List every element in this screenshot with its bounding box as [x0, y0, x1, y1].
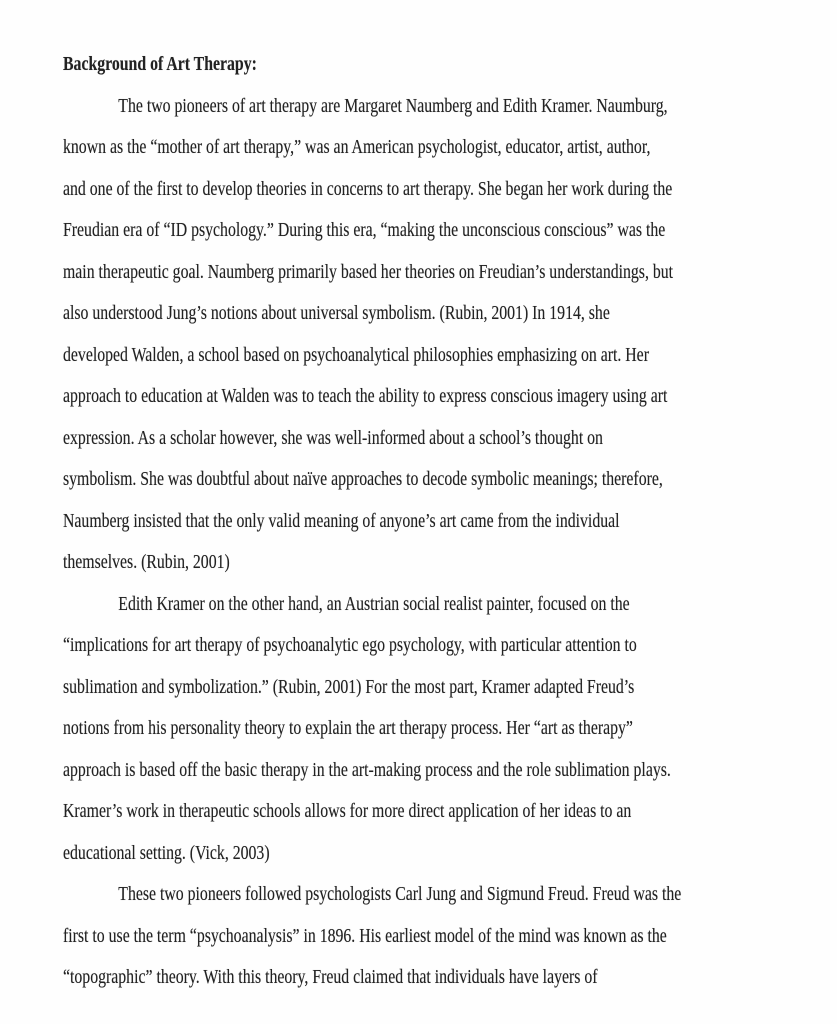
text-line: educational setting. (Vick, 2003)	[63, 841, 270, 864]
text-line: Naumberg insisted that the only valid meaning of anyone’s art came from the individual	[63, 509, 620, 532]
text-line: Edith Kramer on the other hand, an Austrian social realist painter, focused on the	[118, 592, 630, 615]
text-line: approach to education at Walden was to teach the ability to express conscious imagery using art	[63, 385, 668, 407]
text-line: Kramer’s work in therapeutic schools allows for more direct application of her ideas to an	[63, 800, 632, 822]
text-line: also understood Jung’s notions about universal symbolism. (Rubin, 2001) In 1914, she	[63, 302, 610, 324]
text-line: and one of the first to develop theories in concerns to art therapy. She began her work during the	[63, 177, 673, 200]
text-line: “implications for art therapy of psychoanalytic ego psychology, with particular attention to	[63, 634, 637, 656]
text-line: first to use the term “psychoanalysis” in 1896. His earliest model of the mind was known as the	[63, 924, 667, 947]
text-line: approach is based off the basic therapy in the art-making process and the role sublimation plays.	[63, 758, 671, 781]
text-line: developed Walden, a school based on psychoanalytical philosophies emphasizing on art. Her	[63, 343, 649, 366]
text-line: “topographic” theory. With this theory, Freud claimed that individuals have layers of	[63, 966, 598, 988]
text-line: Freudian era of “ID psychology.” During this era, “making the unconscious conscious” was the	[63, 219, 666, 241]
text-line: notions from his personality theory to explain the art therapy process. Her “art as therapy”	[63, 717, 633, 739]
section-heading: Background of Art Therapy:	[63, 53, 257, 75]
text-line: symbolism. She was doubtful about naïve approaches to decode symbolic meanings; therefore,	[63, 468, 663, 490]
text-line: main therapeutic goal. Naumberg primarily based her theories on Freudian’s understandings, but	[63, 260, 674, 283]
text-line: known as the “mother of art therapy,” was an American psychologist, educator, artist, author,	[63, 136, 651, 158]
text-line: sublimation and symbolization.” (Rubin, 2001) For the most part, Kramer adapted Freud’s	[63, 675, 635, 698]
text-line: The two pioneers of art therapy are Margaret Naumberg and Edith Kramer. Naumburg,	[118, 94, 668, 117]
text-line: themselves. (Rubin, 2001)	[63, 551, 230, 573]
text-line: expression. As a scholar however, she was well-informed about a school’s thought on	[63, 426, 603, 449]
text-line: These two pioneers followed psychologists Carl Jung and Sigmund Freud. Freud was the	[118, 883, 682, 905]
